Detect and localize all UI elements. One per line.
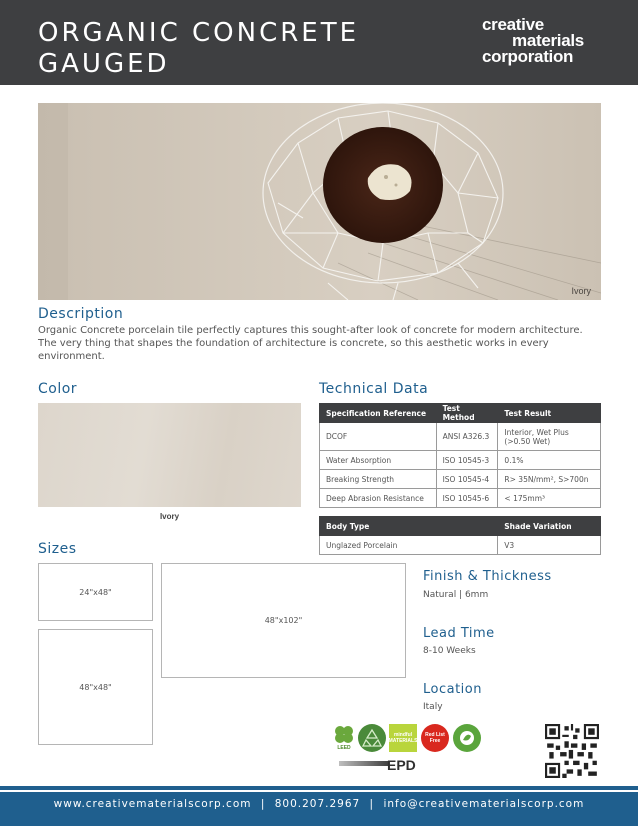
recycle-icon: [361, 727, 383, 749]
leed-badge: [333, 724, 355, 752]
table-row: [320, 536, 601, 555]
company-logo: [482, 17, 598, 65]
sustainability-badge: [453, 724, 481, 752]
technical-heading: Technical Data: [319, 381, 429, 397]
logo-line-1: creative: [482, 15, 544, 34]
color-swatch: [38, 403, 301, 507]
hero-caption: Ivory: [571, 286, 591, 296]
column-header: Body Type: [320, 517, 498, 536]
footer-rule: [0, 786, 638, 790]
finish-heading: Finish & Thickness: [423, 569, 552, 584]
leed-label: LEED: [337, 745, 351, 751]
finish-value: Natural | 6mm: [423, 590, 489, 600]
size-label: 48"x102": [264, 616, 303, 625]
hero-illustration: [38, 103, 601, 300]
mindful-materials-label: mindful MATERIALS: [388, 732, 418, 744]
red-list-free-badge: [421, 724, 449, 752]
description-text: Organic Concrete porcelain tile perfectly captures this sought-after look of concrete for modern architecture. The very thing that shapes the foundation of architecture is concrete, so this aesthetic works in every environment.: [38, 325, 583, 362]
logo-line-2: materials: [512, 31, 584, 50]
epd-label: EPD: [387, 757, 416, 773]
lead-time-value: 8-10 Weeks: [423, 646, 476, 656]
description-heading: Description: [38, 306, 124, 322]
table-cell: Deep Abrasion Resistance: [320, 489, 437, 508]
column-header: Shade Variation: [498, 517, 601, 536]
logo-line-3: corporation: [482, 47, 574, 66]
title-line-2: GAUGED: [38, 49, 170, 79]
red-list-free-label: Red List Free: [425, 732, 445, 744]
sizes-heading: Sizes: [38, 541, 77, 557]
column-header: Test Result: [498, 404, 601, 423]
table-row: [320, 470, 601, 489]
footer-email-link[interactable]: info@creativematerialscorp.com: [383, 798, 585, 810]
table-cell: ISO 10545-3: [436, 451, 498, 470]
column-header: Test Method: [436, 404, 498, 423]
table-cell: ISO 10545-6: [436, 489, 498, 508]
table-cell: Water Absorption: [320, 451, 437, 470]
qr-code[interactable]: [545, 724, 599, 778]
color-swatch-label: Ivory: [159, 512, 180, 521]
header-bar: [0, 0, 638, 85]
technical-table: [319, 403, 601, 508]
footer-bar: [0, 792, 638, 826]
epd-badge: [339, 758, 427, 774]
size-box-24x48: [38, 563, 153, 621]
hero-image: [38, 103, 601, 300]
product-title: [38, 18, 359, 80]
footer-separator: |: [369, 798, 375, 810]
table-cell: < 175mm³: [498, 489, 601, 508]
table-cell: ISO 10545-4: [436, 470, 498, 489]
table-cell: V3: [498, 536, 601, 555]
leaf-icon: [458, 729, 476, 747]
size-label: 48"x48": [79, 682, 112, 692]
epd-stripes: [339, 761, 389, 766]
table-row: [320, 451, 601, 470]
footer-website-link[interactable]: www.creativematerialscorp.com: [53, 798, 252, 810]
mindful-materials-badge: [389, 724, 417, 752]
footer-separator: |: [260, 798, 266, 810]
color-heading: Color: [38, 381, 78, 397]
table-header-row: [320, 517, 601, 536]
table-cell: DCOF: [320, 423, 437, 451]
table-cell: Interior, Wet Plus (>0.50 Wet): [498, 423, 601, 451]
table-cell: Breaking Strength: [320, 470, 437, 489]
location-heading: Location: [423, 682, 482, 697]
table-cell: Unglazed Porcelain: [320, 536, 498, 555]
size-box-48x102: [161, 563, 406, 678]
column-header: Specification Reference: [320, 404, 437, 423]
table-cell: 0.1%: [498, 451, 601, 470]
location-value: Italy: [423, 702, 443, 712]
recycle-badge: [358, 724, 386, 752]
table-cell: R> 35N/mm², S>700n: [498, 470, 601, 489]
body-type-table: [319, 516, 601, 555]
table-cell: ANSI A326.3: [436, 423, 498, 451]
table-row: [320, 423, 601, 451]
size-box-48x48: [38, 629, 153, 745]
lead-time-heading: Lead Time: [423, 626, 495, 641]
title-line-1: ORGANIC CONCRETE: [38, 18, 360, 48]
size-label: 24"x48": [79, 587, 112, 597]
footer-phone-link[interactable]: 800.207.2967: [274, 798, 361, 810]
table-header-row: [320, 404, 601, 423]
table-row: [320, 489, 601, 508]
